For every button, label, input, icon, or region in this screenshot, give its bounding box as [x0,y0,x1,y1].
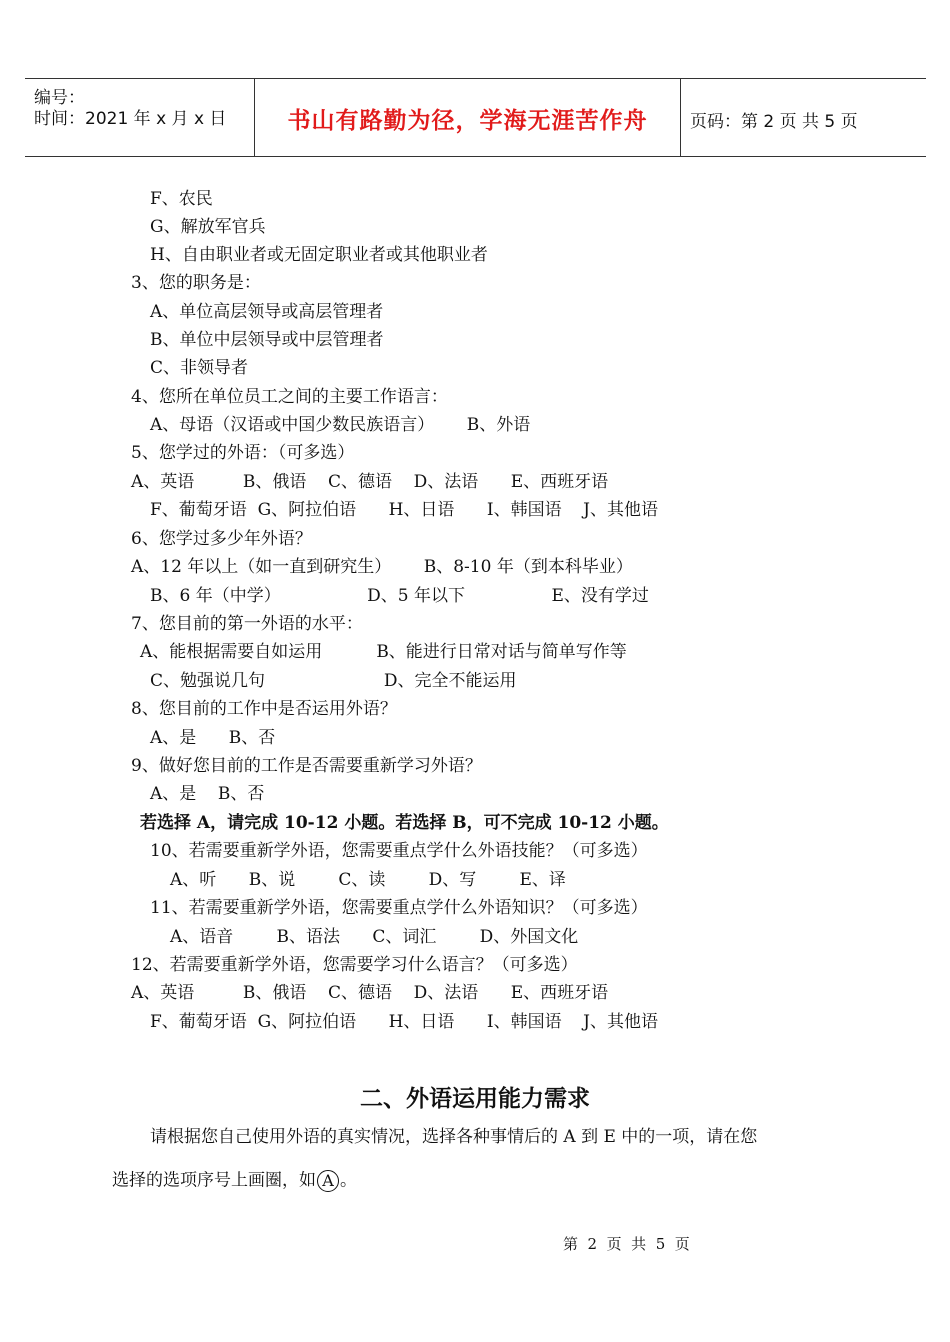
option-line: C、勉强说几句 D、完全不能运用 [150,671,517,691]
intro-text: 选择的选项序号上画圈，如 [112,1170,316,1191]
header-left-cell [25,79,253,156]
question-line: 4、您所在单位员工之间的主要工作语言： [131,387,448,407]
question-line: 5、您学过的外语：（可多选） [131,443,355,463]
question-line: 8、您目前的工作中是否运用外语？ [131,699,397,719]
question-line: 9、做好您目前的工作是否需要重新学习外语？ [131,756,482,776]
option-line: A、能根据需要自如运用 B、能进行日常对话与简单写作等 [140,642,627,662]
option-line: H、自由职业者或无固定职业者或其他职业者 [150,245,488,265]
header-motto: 书山有路勤为径，学海无涯苦作舟 [287,108,648,134]
date-label: 时间：2021 年 x 月 x 日 [34,109,227,129]
option-line: A、英语 B、俄语 C、德语 D、法语 E、西班牙语 [131,983,609,1003]
option-line: A、听 B、说 C、读 D、写 E、译 [170,870,566,890]
option-line: C、非领导者 [150,358,249,378]
option-line: B、单位中层领导或中层管理者 [150,330,384,350]
circled-letter-example: A [317,1170,339,1192]
intro-text-end: 。 [340,1170,357,1191]
intro-text-line-1: 请根据您自己使用外语的真实情况，选择各种事情后的 A 到 E 中的一项，请在您 [150,1127,758,1147]
option-line: A、12 年以上（如一直到研究生） B、8-10 年（到本科毕业） [131,557,633,577]
question-line: 6、您学过多少年外语？ [131,529,312,549]
section-heading: 二、外语运用能力需求 [360,1086,590,1112]
question-line: 3、您的职务是： [131,273,261,293]
option-line: A、英语 B、俄语 C、德语 D、法语 E、西班牙语 [131,472,609,492]
header-middle-cell [254,79,681,156]
option-line: F、葡萄牙语 G、阿拉伯语 H、日语 I、韩国语 J、其他语 [150,500,658,520]
option-line: F、葡萄牙语 G、阿拉伯语 H、日语 I、韩国语 J、其他语 [150,1012,658,1032]
instruction-note: 若选择 A，请完成 10-12 小题。若选择 B，可不完成 10-12 小题。 [140,813,669,833]
option-line: F、农民 [150,189,213,209]
option-line: A、母语（汉语或中国少数民族语言） B、外语 [150,415,531,435]
page-footer: 第 2 页 共 5 页 [563,1235,690,1253]
question-line: 12、若需要重新学外语，您需要学习什么语言？（可多选） [131,955,578,975]
page-header [25,78,926,157]
page-number-label: 页码：第 2 页 共 5 页 [690,112,858,132]
document-number-label: 编号： [34,88,85,108]
option-line: B、6 年（中学） D、5 年以下 E、没有学过 [150,586,649,606]
option-line: A、是 B、否 [150,728,276,748]
option-line: A、单位高层领导或高层管理者 [150,302,384,322]
option-line: G、解放军官兵 [150,217,266,237]
option-line: A、语音 B、语法 C、词汇 D、外国文化 [170,927,579,947]
intro-text-line-2 [112,1170,357,1192]
question-line: 11、若需要重新学外语，您需要重点学什么外语知识？（可多选） [150,898,648,918]
option-line: A、是 B、否 [150,784,265,804]
question-line: 10、若需要重新学外语，您需要重点学什么外语技能？（可多选） [150,841,648,861]
header-right-cell [680,79,926,156]
question-line: 7、您目前的第一外语的水平： [131,614,363,634]
